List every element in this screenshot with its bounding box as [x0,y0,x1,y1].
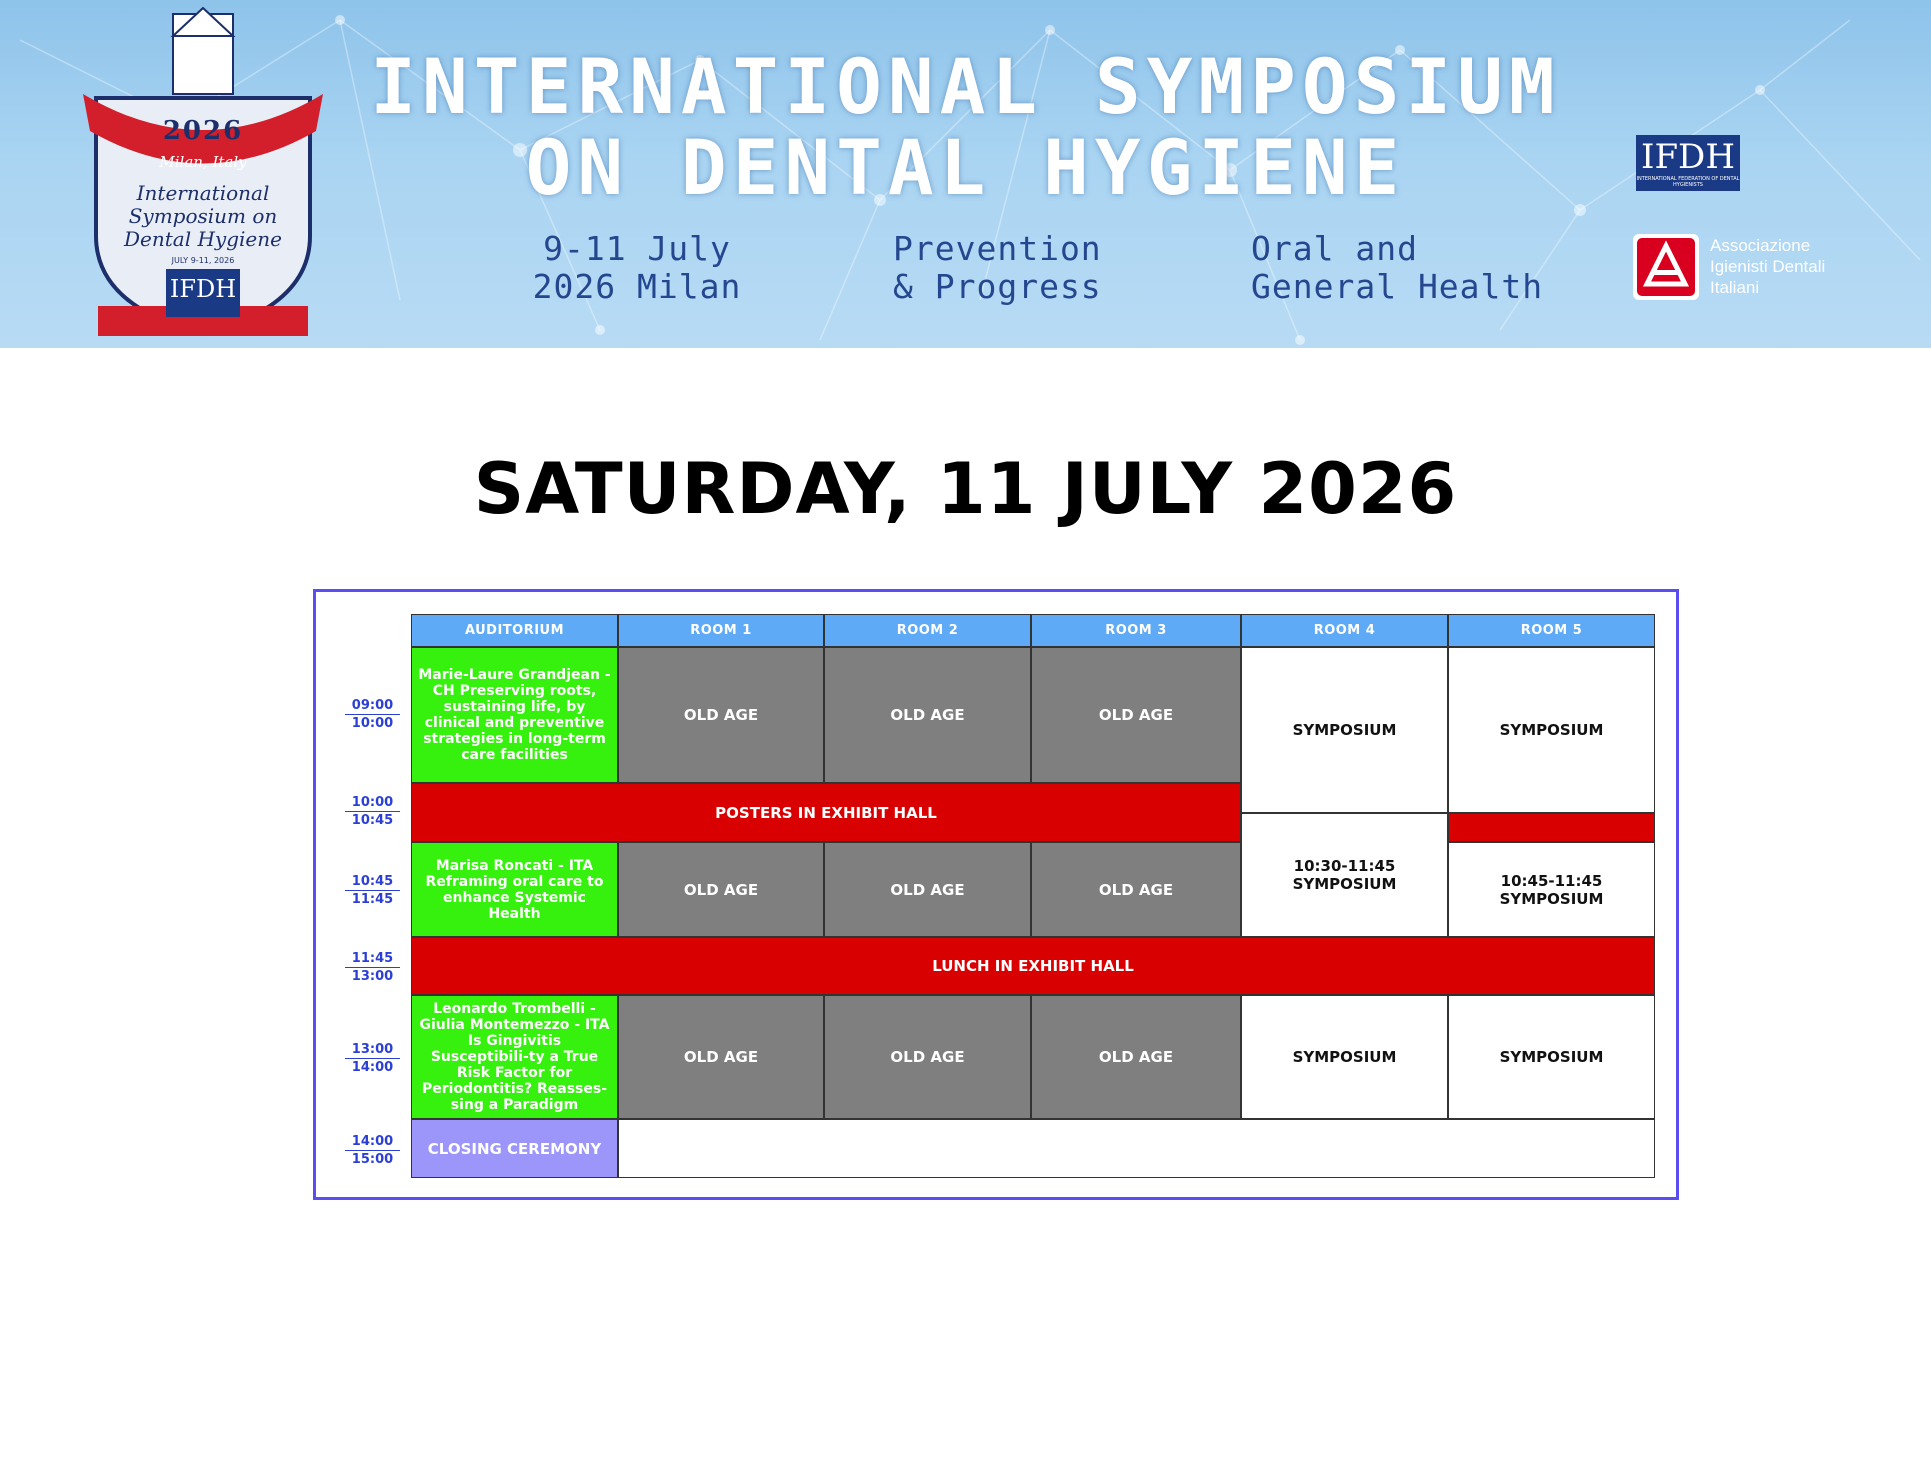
room-session: OLD AGE [618,647,824,783]
tag-line: 2026 Milan [532,267,742,306]
time-end: 10:00 [351,716,394,731]
room-session: OLD AGE [824,647,1031,783]
room-session: OLD AGE [618,842,824,937]
time-slot [345,1133,400,1168]
symposium-label: SYMPOSIUM [1292,875,1397,893]
banner-theme-tag [893,230,1102,306]
seal-year: 2026 [162,116,244,146]
seal-ifdh: IFDH [166,269,240,317]
ifdh-logo-text: IFDH [1641,137,1735,177]
seal-city: Milan, Italy [159,153,247,171]
tag-line: Prevention [893,229,1102,268]
room-5-break [1448,813,1655,842]
aidi-logo [1633,234,1699,300]
room-session: OLD AGE [618,995,824,1119]
column-header-room-3: ROOM 3 [1031,614,1241,647]
closing-ceremony: CLOSING CEREMONY [411,1119,618,1178]
tag-line: & Progress [893,267,1102,306]
time-start: 11:45 [345,950,400,968]
time-slot [345,1041,400,1076]
room-session: OLD AGE [824,842,1031,937]
symposium-time: 10:45-11:45 [1500,871,1603,890]
banner-title-line: ON DENTAL HYGIENE [525,123,1406,212]
column-header-room-1: ROOM 1 [618,614,824,647]
room-session: OLD AGE [1031,995,1241,1119]
room-symposium [1448,842,1655,937]
aidi-mark-icon [1633,234,1699,300]
room-symposium: SYMPOSIUM [1448,995,1655,1119]
ifdh-logo-subtext: INTERNATIONAL FEDERATION OF DENTAL HYGIENISTS [1636,176,1740,188]
room-symposium [1241,813,1448,937]
posters-break: POSTERS IN EXHIBIT HALL [411,783,1241,842]
column-header-auditorium: AUDITORIUM [411,614,618,647]
aidi-name-line: Italiani [1710,278,1760,297]
time-start: 10:45 [345,873,400,891]
banner-date-tag [532,230,742,306]
room-symposium: SYMPOSIUM [1448,647,1655,813]
symposium-time: 10:30-11:45 [1293,857,1396,875]
seal-name-line: International [136,181,270,205]
seal-name-line: Dental Hygiene [124,227,282,251]
room-session: OLD AGE [824,995,1031,1119]
auditorium-session: Leonardo Trombelli - Giulia Montemezzo - ITA Is Gingivitis Susceptibili-ty a True Risk Factor for Periodontitis? Reasses-sing a Paradigm [411,995,618,1119]
column-header-room-5: ROOM 5 [1448,614,1655,647]
day-title: SATURDAY, 11 JULY 2026 [473,448,1458,530]
aidi-name-line: Associazione [1710,236,1811,255]
time-start: 13:00 [345,1041,400,1059]
symposium-label: SYMPOSIUM [1499,889,1604,908]
time-slot [345,873,400,908]
aidi-name [1710,235,1825,298]
time-start: 14:00 [345,1133,400,1151]
time-slot [345,794,400,829]
seal-date: JULY 9-11, 2026 [171,256,235,265]
column-header-room-4: ROOM 4 [1241,614,1448,647]
auditorium-session: Marisa Roncati - ITA Reframing oral care to enhance Systemic Health [411,842,618,937]
time-end: 15:00 [351,1152,394,1167]
time-start: 10:00 [345,794,400,812]
closing-empty-cell [618,1119,1655,1178]
header-banner [0,0,1931,348]
time-end: 13:00 [351,969,394,984]
time-start: 09:00 [345,697,400,715]
banner-theme-tag [1251,230,1543,306]
room-symposium: SYMPOSIUM [1241,647,1448,813]
lunch-break: LUNCH IN EXHIBIT HALL [411,937,1655,995]
time-slot [345,697,400,732]
column-header-room-2: ROOM 2 [824,614,1031,647]
ifdh-logo [1636,135,1740,191]
time-end: 10:45 [351,813,394,828]
tag-line: General Health [1251,267,1544,306]
tag-line: 9-11 July [543,229,731,268]
auditorium-session: Marie-Laure Grandjean - CH Preserving roots, sustaining life, by clinical and preventive strategies in long-term care facilities [411,647,618,783]
tag-line: Oral and [1251,229,1418,268]
time-slot [345,950,400,985]
seal-name-line: Symposium on [128,204,278,228]
aidi-name-line: Igienisti Dentali [1710,257,1826,276]
room-session: OLD AGE [1031,647,1241,783]
room-symposium: SYMPOSIUM [1241,995,1448,1119]
time-end: 14:00 [351,1060,394,1075]
time-end: 11:45 [351,892,394,907]
room-session: OLD AGE [1031,842,1241,937]
banner-title-line: INTERNATIONAL SYMPOSIUM [370,42,1561,131]
